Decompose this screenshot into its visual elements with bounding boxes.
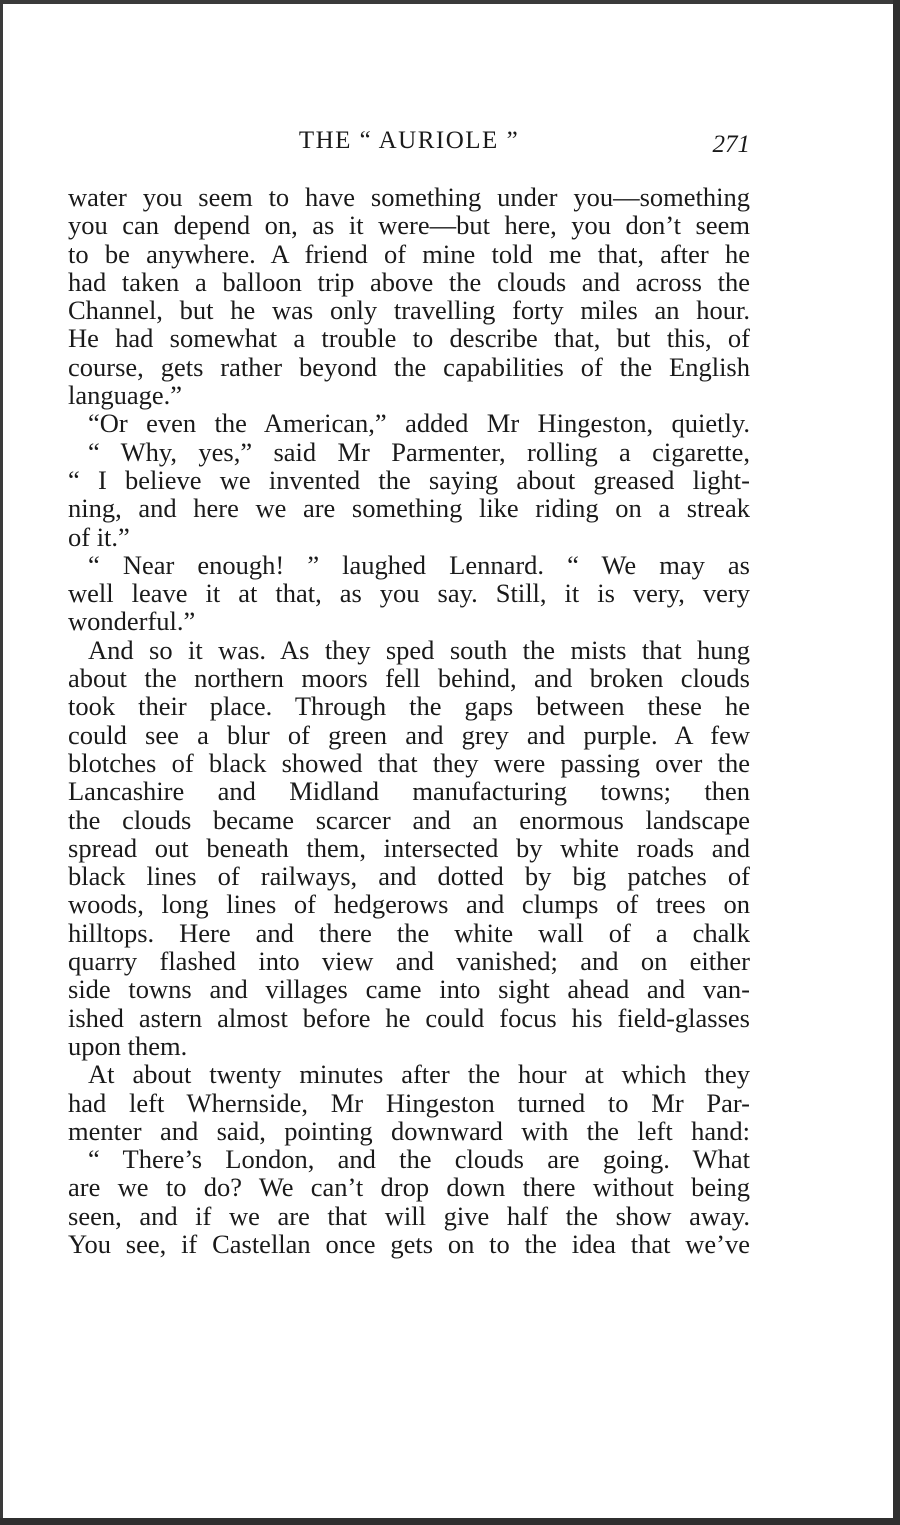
- text-line: “ There’s London, and the clouds are going. What: [88, 1144, 750, 1175]
- text-line: seen, and if we are that will give half the show away.: [68, 1200, 750, 1231]
- text-line: spread out beneath them, intersected by white roads and: [68, 832, 750, 863]
- text-line: At about twenty minutes after the hour at which they: [88, 1059, 750, 1090]
- scan-edge-right: [893, 0, 900, 1525]
- text-line: He had somewhat a trouble to describe that, but this, of: [68, 323, 750, 354]
- text-line: ning, and here we are something like riding on a streak: [68, 493, 750, 524]
- text-line: had taken a balloon trip above the clouds and across the: [68, 266, 750, 297]
- text-line: well leave it at that, as you say. Still, it is very, very: [68, 578, 750, 609]
- text-line: woods, long lines of hedgerows and clumps of trees on: [68, 889, 750, 920]
- text-line: blotches of black showed that they were passing over the: [68, 747, 750, 778]
- text-line: “ Near enough! ” laughed Lennard. “ We may as: [88, 549, 750, 580]
- text-line: about the northern moors fell behind, and broken clouds: [68, 663, 750, 694]
- text-line: quarry flashed into view and vanished; and on either: [68, 946, 750, 977]
- text-line: black lines of railways, and dotted by big patches of: [68, 861, 750, 892]
- text-line: could see a blur of green and grey and purple. A few: [68, 719, 750, 750]
- text-line: ished astern almost before he could focus his field-glasses: [68, 1002, 750, 1033]
- text-line: Lancashire and Midland manufacturing towns; then: [68, 776, 750, 807]
- text-line: of it.”: [68, 521, 130, 552]
- text-line: wonderful.”: [68, 606, 196, 637]
- text-line: And so it was. As they sped south the mists that hung: [88, 634, 750, 665]
- text-line: hilltops. Here and there the white wall of a chalk: [68, 917, 750, 948]
- text-line: “ Why, yes,” said Mr Parmenter, rolling a cigarette,: [88, 436, 750, 467]
- text-line: had left Whernside, Mr Hingeston turned to Mr Par-: [68, 1087, 750, 1118]
- page-number: 271: [712, 131, 750, 158]
- text-line: You see, if Castellan once gets on to the idea that we’ve: [68, 1228, 750, 1259]
- text-line: course, gets rather beyond the capabilities of the English: [68, 351, 750, 382]
- text-line: upon them.: [68, 1030, 188, 1061]
- text-line: are we to do? We can’t drop down there without being: [68, 1172, 750, 1203]
- scan-edge-left: [0, 0, 3, 1525]
- text-line: “Or even the American,” added Mr Hingeston, quietly.: [88, 408, 750, 439]
- body-text: [68, 183, 750, 1258]
- text-line: language.”: [68, 380, 183, 411]
- text-line: the clouds became scarcer and an enormous landscape: [68, 804, 750, 835]
- text-line: Channel, but he was only travelling forty miles an hour.: [68, 295, 750, 326]
- text-line: took their place. Through the gaps between these he: [68, 691, 750, 722]
- text-line: side towns and villages came into sight ahead and van-: [68, 974, 750, 1005]
- text-line: to be anywhere. A friend of mine told me that, after he: [68, 238, 750, 269]
- text-line: water you seem to have something under you—something: [68, 182, 750, 212]
- text-line: you can depend on, as it were—but here, you don’t seem: [68, 210, 750, 241]
- scan-edge-top: [0, 0, 900, 4]
- running-head: [68, 127, 750, 163]
- text-line: menter and said, pointing downward with the left hand:: [68, 1115, 750, 1146]
- text-line: “ I believe we invented the saying about greased light-: [68, 464, 750, 495]
- running-title: THE “ AURIOLE ”: [298, 127, 520, 154]
- scan-edge-bottom: [0, 1518, 900, 1525]
